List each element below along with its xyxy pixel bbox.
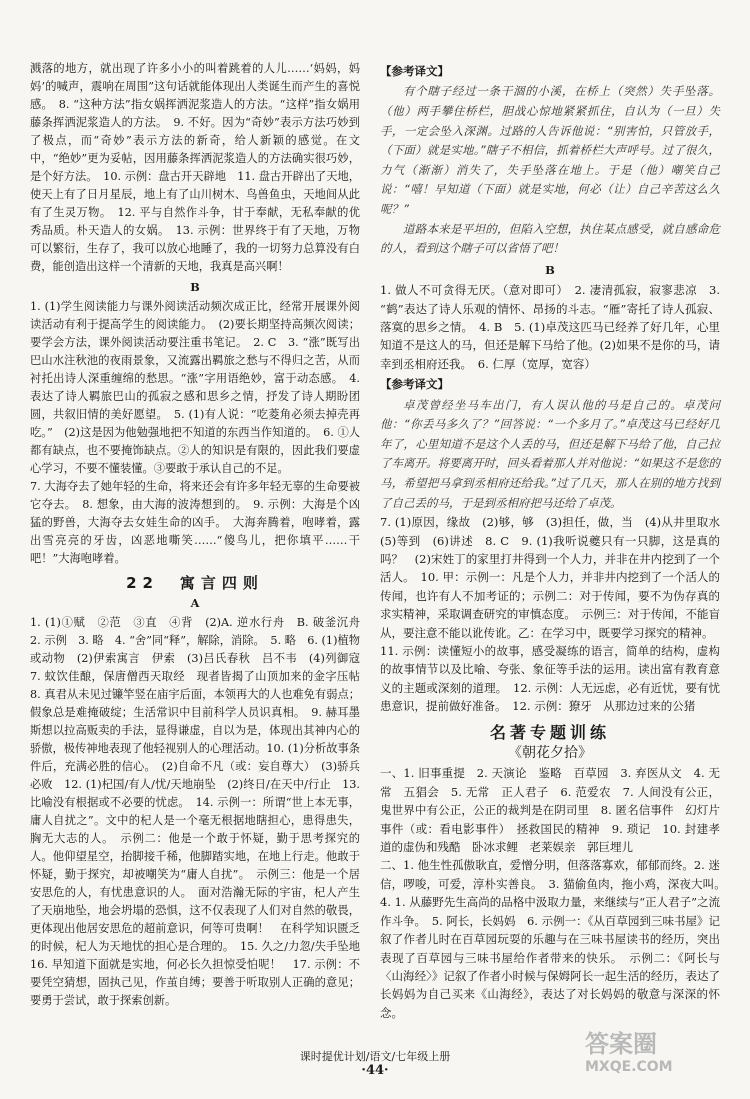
lesson-title: 22 寓言四则 bbox=[126, 574, 264, 592]
left-column bbox=[30, 60, 372, 1010]
answer-paragraph: 溅落的地方，就出现了许多小小的叫着跳着的人儿……‘妈妈，妈妈’的喊声，震响在周围”这句话就能体现出人类诞生而产生的喜悦感。 8. “这种方法”指女娲挥洒泥浆造人的方法。“这样”指女娲用藤条挥洒泥浆造人的方法。 9. 不好。因为“奇妙”表示方法巧妙到了极点，而“奇妙”表示方法的新奇，给人新颖的感觉。在文中，“绝妙”更为妥帖，因用藤条挥洒泥浆造人的方法确实很巧妙，是个好方法。 10. 示例：盘古开天辟地 11. 盘古开辟出了天地，使天上有了日月星辰，地上有了山川树木、鸟兽鱼虫，天地间从此有了生灵万物。 12. 平与自然作斗争，甘于奉献，无私奉献的优秀品质。朴天造人的女娲。 13. 示例：世界终于有了天地，万物可以繁衍，生存了，我可以放心地睡了，我的一切努力总算没有白费，能创造出这样一个清新的天地，我真是高兴啊！ bbox=[30, 62, 360, 273]
answer-paragraph: 7. (1)原因，缘故 (2)够，够 (3)担任，做，当 (4)从井里取水 (5)等到 (6)讲述 8. C 9. (1)我听说夔只有一只脚，这是真的吗？ (2)宋姓丁的家里打井得到一个人力，并非在井内挖到了一个活人。 10. 甲：示例一：凡是个人力，并非井内挖到了一个活人的传闻，也许有人不加考证的；示例二：对于传闻，要不为伪存真的求实精神，采取调查研究的审慎态度。 示例三：对于传闻，不能盲从，要注意不能以讹传讹。乙：在学习中，既要学习探究的精神。 bbox=[380, 515, 732, 640]
watermark-logo bbox=[585, 1030, 715, 1090]
answer-paragraph: 1. (1)学生阅读能力与课外阅读活动频次成正比，经常开展课外阅读活动有利于提高学生的阅读能力。 (2)要长期坚持高频次阅读；要学会方法，课外阅读活动要注重书笔记。 2. C 3. “涨”既写出巴山水注秋池的夜雨景象，又流露出羁旅之愁与不得归之苦，从而衬托出诗人深重缠绵的愁思。“涨”字用语绝妙，富于动态感。 4. 表达了诗人羁旅巴山的孤寂之感和思乡之情，抒发了诗人期盼团圆，共叙旧情的美好愿望。 5. (1)有人说：“吃菱角必须去掉壳再吃。” (2)这是因为他勉强地把不知道的东西当作知道的。 6. ①人都有缺点，也不要掩饰缺点。②人的知识是有限的，因此我们要虚心学习，不要不懂装懂。③要敢于承认自己的不足。 bbox=[30, 300, 360, 475]
reference-translation-moral: 道路本来是平坦的，但陷入空想，执住某点感受，就自感命危的人，看到这个瞎子可以省悟了吧！ bbox=[380, 221, 720, 256]
reference-translation-text: 有个瞎子经过一条干涸的小溪，在桥上（突然）失手坠落。（他）两手攀住桥栏，胆战心惊地紧紧抓住，自认为（一旦）失手，一定会坠入深渊。过路的人告诉他说：“别害怕，只管放手，（下面）就是实地。”瞎子不相信，抓着桥栏大声呼号。过了很久，力气（渐渐）消失了，失手坠落在地上。于是（他）嘲笑自己说：“嘻！早知道（下面）就是实地，何必（让）自己辛苦这么久呢？” bbox=[380, 84, 720, 216]
answer-paragraph: 11. 示例：读懂短小的故事，感受凝练的语言，简单的结构，虚构的故事情节以及比喻、夸张、象征等手法的运用。读出富有教育意义的主题或深刻的道理。 12. 示例：人无远虑，必有近忧，要有忧患意识，提前做好准备。 12. 示例：獠牙 从那边过来的公猪 bbox=[380, 644, 720, 714]
reference-translation-label: 【参考译文】 bbox=[380, 64, 449, 78]
section-a-heading: A bbox=[190, 596, 200, 610]
answer-paragraph: 一、1. 旧事重提 2. 天演论 鉴略 百草园 3. 弃医从文 4. 无常 五猖会 5. 无常 正人君子 6. 范爱农 7. 人间没有公正，鬼世界中有公正，公正的裁判是在阴司里 8. 匿名信事件 幻灯片事件（或：看电影事件） 拯救国民的精神 9. 琐记 10. 封建孝道的虚伪和残酷 卧冰求鲤 老莱娱亲 郭巨埋儿 bbox=[380, 766, 720, 855]
section-b-heading: B bbox=[545, 262, 555, 277]
answer-paragraph: 1. 做人不可贪得无厌。（意对即可） 2. 凄清孤寂，寂寥悲凉 3. “鹤”表达了诗人乐观的情怀、昂扬的斗志。“雁”寄托了诗人孤寂、落寞的思乡之情。 4. B 5. (1)卓茂这匹马已经养了好几年，心里知道不是这人的马，但还是解下马给了他。(2)如果不是你的马，请幸到丞相府还我。 6. 仁厚（宽厚，宽容） bbox=[380, 283, 720, 371]
watermark-line: MXQE.COM bbox=[585, 1059, 673, 1075]
series-title: 课时提优计划/语文/七年级上册 bbox=[299, 1050, 451, 1063]
watermark-line: 答案圈 bbox=[585, 1030, 657, 1058]
right-column bbox=[380, 60, 732, 1022]
classics-training-title: 名著专题训练 bbox=[489, 722, 610, 742]
page-number: ·44· bbox=[361, 1063, 389, 1078]
book-title: 《朝花夕拾》 bbox=[508, 745, 592, 762]
answer-paragraph: 1. (1)①赋 ②范 ③直 ④背 (2)A. 逆水行舟 B. 破釜沉舟 2. 示例 3. 略 4. “舍”同“释”，解除，消除。 5. 略 6. (1)植物或动物 (2)伊索寓言 伊索 (3)吕氏春秋 吕不韦 (4)列御寇 7. 蚊饮佳酿，保唐僧西天取经 现者皆揭了山顶加来的金字压帖 8. 真君从未见过镰竿竖在庙宇后面，本领再大的人也难免有弱点；假象总是难掩破绽；生活常识中目前科学人员识真相。 9. 赫耳墨斯想以拉高贩卖的手法，显得谦虚，自以为是，体现出其神内心的骄傲，极传神地表现了他轻视别人的心理活动。10. (1)分析故事条件后，充满必胜的信心。 (2)自命不凡（或：妄自尊大） (3)骄兵必败 12. (1)杞国/有人/忧/天地崩坠 (2)终日/在天中/行止 13. 比喻没有根据或不必要的忧虑。 14. 示例一：所谓“世上本无事，庸人自扰之”。文中的杞人是一个毫无根据地瞎担心，患得患失，胸无大志的人。 示例二：他是一个敢于怀疑，勤于思考探究的人。他仰望星空，抬脚接千稀，他脚踏实地，在地上行走。他敢于怀疑，勤于探究，却被嘲笑为“庸人自扰”。 示例三：他是一个居安思危的人，有忧患意识的人。 面对浩瀚无际的宇宙，杞人产生了天崩地坠，地会坍塌的恐惧，这不仅表现了人们对自然的敬畏，更体现出他居安思危的超前意识，何等可贵啊！ 在科学知识匮乏的时候，杞人为天地忧的担心是合理的。 15. 久之/力忽/失手坠地 16. 早知道下面就是实地，何必长久担惊受怕呢！ 17. 示例：不要凭空猜想，固执己见，作茧自缚；要善于听取别人正确的意见；要勇于尝试，敢于探索创新。 bbox=[30, 616, 372, 1007]
answer-paragraph: 7. 大海夺去了她年轻的生命，将来还会有许多年轻无辜的生命要被它夺去。 8. 想象，由大海的波涛想到的。 9. 示例：大海是个凶猛的野兽，大海夺去女娃生命的凶手。 大海奔腾着，咆哮着，露出雪亮亮的牙齿，凶恶地嘶笑……“傻鸟儿，把你填平……干吧！”大海咆哮着。 bbox=[30, 480, 360, 565]
reference-translation-text: 卓茂曾经坐马车出门，有人误认他的马是自己的。卓茂问他：“你丢马多久了？”回答说：“一个多月了。”卓茂这马已经好几年了，心里知道不是这个人丢的马，但还是解下马给了他，自己拉了车离开。将要离开时，回头看着那人并对他说：“如果这不是您的马，希望把马拿到丞相府还给我。”过了几天，那人在别的地方找到了自己丢的马，于是到丞相府把马还给了卓茂。 bbox=[380, 397, 720, 510]
section-b-heading: B bbox=[190, 280, 200, 294]
answer-paragraph: 二、1. 他生性孤傲耿直，爱憎分明，但落落寡欢，郁郁而终。2. 迷信，啰唆，可爱，淳朴实善良。 3. 猫偷鱼肉，拖小鸡，深夜大叫。 4. 1. 从藤野先生高尚的品格中汲取力量，来继续与“正人君子”之流作斗争。 5. 阿长，长妈妈 6. 示例一：《从百草园到三味书屋》记叙了作者儿时在百草园玩耍的乐趣与在三味书屋读书的经历，突出表现了百草园与三味书屋给作者带来的快乐。 示例二：《阿长与〈山海经〉》记叙了作者小时候与保姆阿长一起生活的经历，表达了长妈妈为自己买来《山海经》，表达了对长妈妈的敬意与深深的怀念。 bbox=[380, 858, 732, 1020]
reference-translation-label: 【参考译文】 bbox=[380, 377, 449, 392]
